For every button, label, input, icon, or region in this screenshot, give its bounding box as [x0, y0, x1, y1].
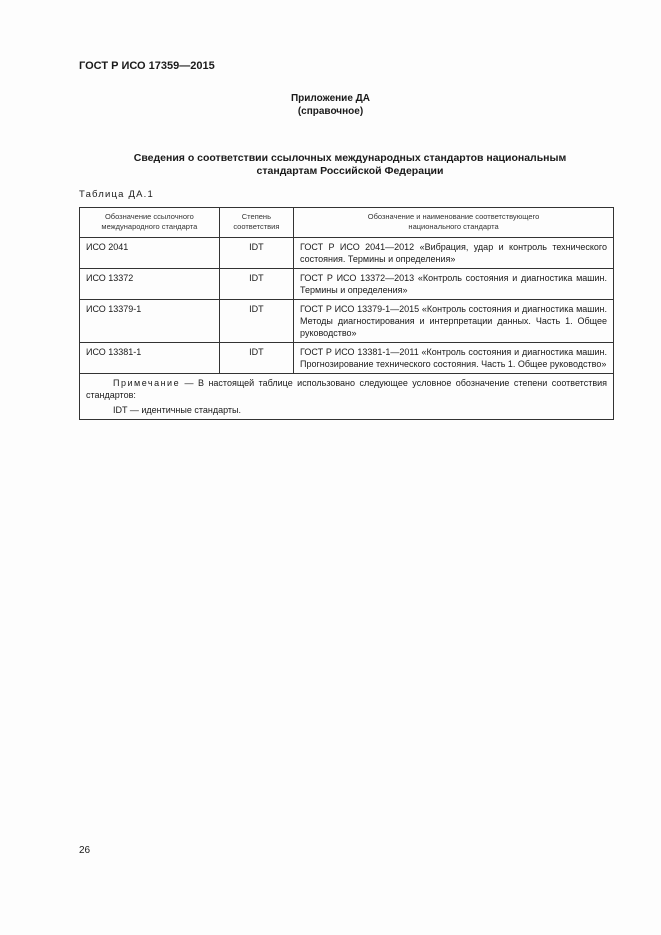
annex-subtitle: (справочное) [297, 106, 364, 117]
table-header-row [80, 208, 614, 238]
table-caption: Таблица ДА.1 [79, 189, 154, 200]
reference-cell: ИСО 13372 [80, 269, 220, 300]
note-spacer [86, 378, 113, 388]
column-header-line: соответствия [233, 222, 280, 231]
note-label: Примечание [113, 378, 181, 388]
national-standard-cell: ГОСТ Р ИСО 13381-1—2011 «Контроль состояния и диагностика машин. Прогнозирование технического состояния. Часть 1. Общее руководство» [294, 343, 614, 374]
degree-cell: IDT [219, 269, 293, 300]
annex-title: Приложение ДА [290, 93, 371, 104]
reference-cell: ИСО 13381-1 [80, 343, 220, 374]
annex-heading [0, 92, 661, 118]
table-row [80, 269, 614, 300]
table-row [80, 238, 614, 269]
section-title [90, 152, 610, 178]
column-header-reference [80, 208, 220, 238]
table-note-row [80, 374, 614, 420]
column-header-line: Обозначение ссылочного [104, 212, 194, 221]
correspondence-table [79, 207, 614, 420]
reference-cell: ИСО 2041 [80, 238, 220, 269]
note-text: — В настоящей таблице использовано следующее условное обозначение степени соответствия стандартов: [86, 378, 607, 400]
degree-cell: IDT [219, 238, 293, 269]
column-header-degree [219, 208, 293, 238]
column-header-line: Степень [241, 212, 271, 221]
national-standard-cell: ГОСТ Р ИСО 13379-1—2015 «Контроль состояния и диагностика машин. Методы диагностирования и интерпретации данных. Часть 1. Общее руководство» [294, 300, 614, 343]
section-title-line1: Сведения о соответствии ссылочных международных стандартов национальным [133, 152, 567, 164]
document-code: ГОСТ Р ИСО 17359—2015 [79, 60, 215, 72]
national-standard-cell: ГОСТ Р ИСО 13372—2013 «Контроль состояния и диагностика машин. Термины и определения» [294, 269, 614, 300]
column-header-national [294, 208, 614, 238]
column-header-line: Обозначение и наименование соответствующего [367, 212, 540, 221]
note-item: IDT — идентичные стандарты. [113, 405, 242, 415]
column-header-line: национального стандарта [408, 222, 499, 231]
table-row [80, 300, 614, 343]
table-row [80, 343, 614, 374]
reference-cell: ИСО 13379-1 [80, 300, 220, 343]
section-title-line2: стандартам Российской Федерации [256, 165, 444, 177]
national-standard-cell: ГОСТ Р ИСО 2041—2012 «Вибрация, удар и контроль технического состояния. Термины и определения» [294, 238, 614, 269]
degree-cell: IDT [219, 343, 293, 374]
degree-cell: IDT [219, 300, 293, 343]
column-header-line: международного стандарта [101, 222, 198, 231]
page-number: 26 [79, 845, 91, 856]
table-note [80, 374, 614, 420]
